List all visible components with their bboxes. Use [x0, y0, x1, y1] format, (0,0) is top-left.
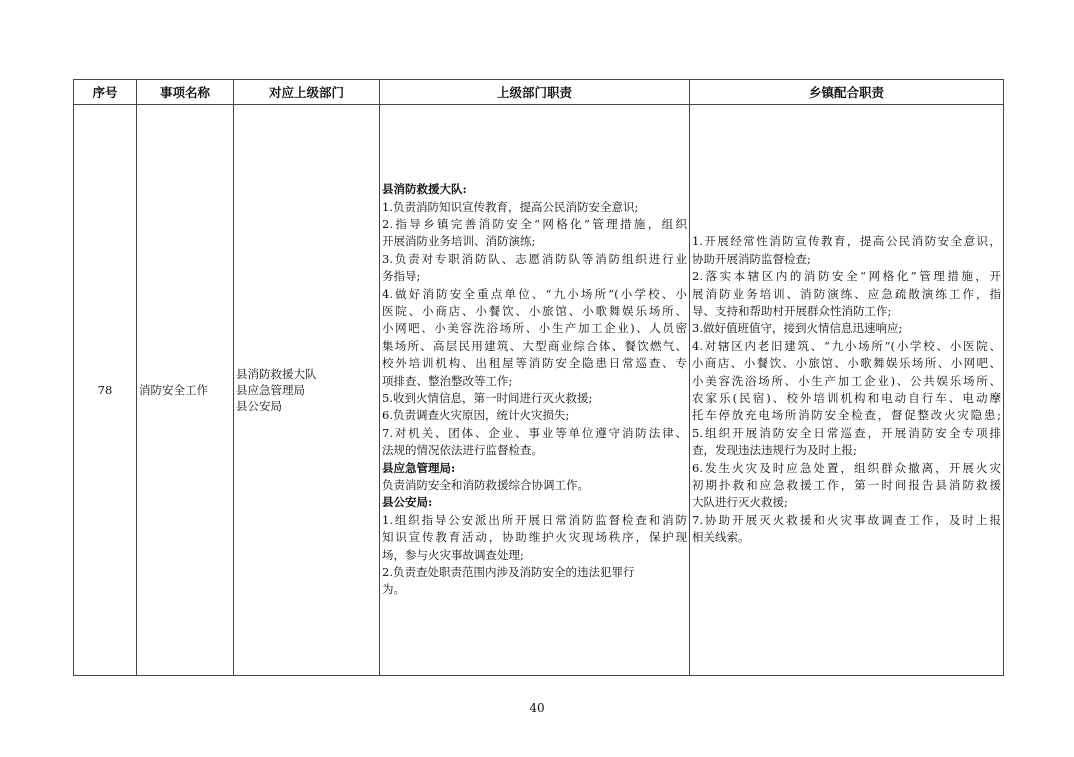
- township-duty-line: 3.做好值班值守，接到火情信息迅速响应;: [692, 321, 903, 336]
- superior-duty-line: 集场所、高层民用建筑、大型商业综合体、餐饮燃气、: [382, 338, 687, 353]
- superior-duty-line: 开展消防业务培训、消防演练;: [382, 234, 536, 249]
- superior-duty-line: 2.负责查处职责范围内涉及消防安全的违法犯罪行: [382, 564, 635, 579]
- superior-duty-line: 小网吧、小美容洗浴场所、小生产加工企业)、人员密: [382, 321, 687, 336]
- header-superior-department: 对应上级部门: [234, 80, 380, 105]
- page-number: 40: [529, 701, 545, 715]
- township-duty-line: 展消防业务培训、消防演练、应急疏散演练工作，指: [692, 286, 1001, 301]
- superior-duty-line: 5.收到火情信息，第一时间进行灭火救援;: [382, 391, 593, 405]
- superior-duty-line: 项排查、整治整改等工作;: [382, 373, 513, 388]
- township-duty-line: 6.发生火灾及时应急处置，组织群众撤离，开展火灾: [692, 460, 1001, 475]
- township-duty-line: 相关线索。: [692, 530, 750, 545]
- header-item-name: 事项名称: [137, 80, 234, 105]
- superior-duty-line: 知识宣传教育活动，协助维护火灾现场秩序，保护现: [382, 530, 687, 545]
- township-duty-line: 4.对辖区内老旧建筑、“九小场所”(小学校、小医院、: [692, 338, 1001, 353]
- superior-duty-line: 务指导;: [382, 269, 421, 284]
- department-heading: 县消防救援大队:: [382, 182, 467, 197]
- superior-duty-line: 负责消防安全和消防救援综合协调工作。: [382, 477, 589, 492]
- superior-duty-line: 4.做好消防安全重点单位、“九小场所”(小学校、小: [382, 286, 687, 301]
- township-duty-line: 2.落实本辖区内的消防安全“网格化”管理措施，开: [692, 269, 1001, 284]
- department-line: 县应急管理局: [236, 383, 305, 397]
- row-item-name: 消防安全工作: [137, 105, 234, 676]
- duty-table: [73, 79, 1004, 676]
- superior-duty-line: 1.组织指导公安派出所开展日常消防监督检查和消防: [382, 512, 687, 527]
- superior-duty-line: 场，参与火灾事故调查处理;: [382, 547, 524, 562]
- table-row: [74, 105, 1004, 676]
- township-duties-cell: [690, 105, 1004, 676]
- superior-duties-cell: [380, 105, 690, 676]
- header-row: [74, 80, 1004, 105]
- superior-duty-line: 医院、小商店、小餐饮、小旅馆、小歌舞娱乐场所、: [382, 304, 687, 319]
- row-number: 78: [74, 105, 137, 676]
- township-duty-line: 大队进行灭火救援;: [692, 495, 788, 510]
- row-departments: [234, 105, 380, 676]
- township-duty-line: 7.协助开展灭火救援和火灾事故调查工作，及时上报: [692, 512, 1001, 527]
- superior-duty-line: 1.负责消防知识宣传教育，提高公民消防安全意识;: [382, 199, 639, 214]
- township-duty-line: 查，发现违法违规行为及时上报;: [692, 443, 857, 458]
- township-duty-line: 托车停放充电场所消防安全检查，督促整改火灾隐患;: [692, 408, 1001, 423]
- header-number: 序号: [74, 80, 137, 105]
- township-duty-line: 小商店、小餐饮、小旅馆、小歌舞娱乐场所、小网吧、: [692, 356, 1001, 371]
- superior-duty-line: 7.对机关、团体、企业、事业等单位遵守消防法律、: [382, 425, 687, 440]
- township-duty-line: 导、支持和帮助村开展群众性消防工作;: [692, 304, 892, 319]
- township-duty-line: 1.开展经常性消防宣传教育，提高公民消防安全意识，: [692, 234, 1001, 249]
- header-township-duties: 乡镇配合职责: [690, 80, 1004, 105]
- department-heading: 县应急管理局:: [382, 460, 456, 475]
- superior-duty-line: 2.指导乡镇完善消防安全“网格化”管理措施，组织: [382, 217, 687, 232]
- township-duty-line: 农家乐(民宿)、校外培训机构和电动自行车、电动摩: [692, 391, 1001, 405]
- superior-duty-line: 为。: [382, 582, 405, 597]
- superior-duty-line: 法规的情况依法进行监督检查。: [382, 443, 543, 458]
- township-duty-line: 小美容洗浴场所、小生产加工企业)、公共娱乐场所、: [692, 373, 1001, 388]
- superior-duty-line: 3.负责对专职消防队、志愿消防队等消防组织进行业: [382, 251, 687, 266]
- department-line: 县公安局: [236, 399, 282, 413]
- superior-duty-line: 校外培训机构、出租屋等消防安全隐患日常巡查、专: [382, 356, 687, 371]
- township-duty-line: 5.组织开展消防安全日常巡查，开展消防安全专项排: [692, 425, 1001, 440]
- township-duty-line: 协助开展消防监督检查;: [692, 251, 811, 266]
- header-superior-duties: 上级部门职责: [380, 80, 690, 105]
- department-line: 县消防救援大队: [236, 367, 317, 381]
- superior-duty-line: 6.负责调查火灾原因，统计火灾损失;: [382, 408, 570, 423]
- township-duty-line: 初期扑救和应急救援工作，第一时间报告县消防救援: [692, 477, 1001, 492]
- department-heading: 县公安局:: [382, 495, 433, 510]
